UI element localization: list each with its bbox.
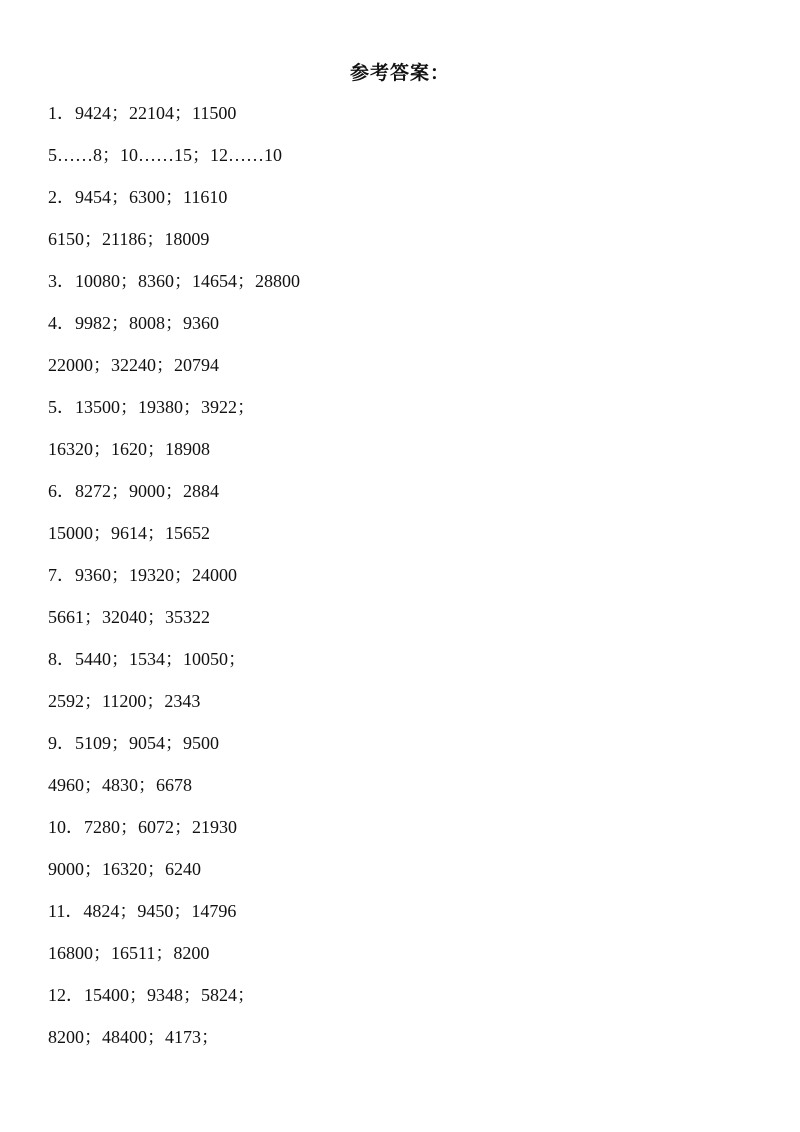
answer-line-19: 9000；16320；6240 xyxy=(48,859,201,879)
answer-line-20: 11．4824；9450；14796 xyxy=(48,901,237,921)
answer-line-12: 7．9360；19320；24000 xyxy=(48,565,237,585)
answer-line-11: 15000；9614；15652 xyxy=(48,523,210,543)
answer-line-3: 2．9454；6300；11610 xyxy=(48,187,228,207)
answer-lines xyxy=(48,100,760,1066)
answer-line-1: 1．9424；22104；11500 xyxy=(48,103,237,123)
answer-line-14: 8．5440；1534；10050； xyxy=(48,649,246,669)
answer-line-16: 9．5109；9054；9500 xyxy=(48,733,219,753)
answer-line-4: 6150；21186；18009 xyxy=(48,229,210,249)
answer-line-5: 3．10080；8360；14654；28800 xyxy=(48,271,300,291)
answer-line-17: 4960；4830；6678 xyxy=(48,775,192,795)
answer-line-21: 16800；16511；8200 xyxy=(48,943,210,963)
answer-line-23: 8200；48400；4173； xyxy=(48,1027,219,1047)
answer-line-6: 4．9982；8008；9360 xyxy=(48,313,219,333)
answer-line-2: 5……8；10……15；12……10 xyxy=(48,145,282,165)
answer-line-13: 5661；32040；35322 xyxy=(48,607,210,627)
answer-line-18: 10．7280；6072；21930 xyxy=(48,817,237,837)
answer-line-15: 2592；11200；2343 xyxy=(48,691,201,711)
answer-line-9: 16320；1620；18908 xyxy=(48,439,210,459)
page-title: 参考答案： xyxy=(349,62,450,84)
answer-line-22: 12．15400；9348；5824； xyxy=(48,985,255,1005)
answer-line-7: 22000；32240；20794 xyxy=(48,355,219,375)
answer-line-8: 5．13500；19380；3922； xyxy=(48,397,255,417)
answer-line-10: 6．8272；9000；2884 xyxy=(48,481,219,501)
